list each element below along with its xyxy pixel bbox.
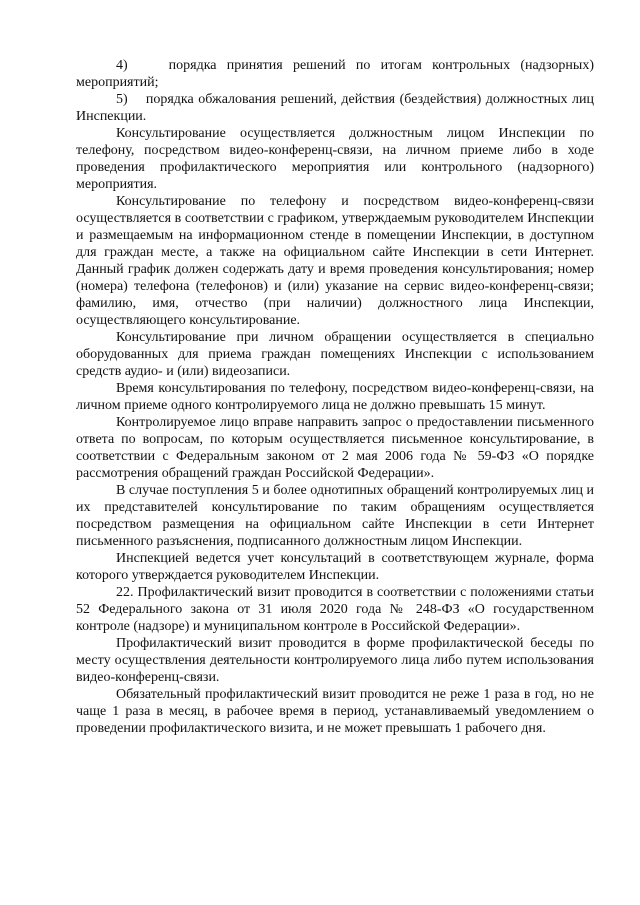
paragraph-item-5: 5) порядка обжалования решений, действия (бездействия) должностных лиц Инспекции. (76, 92, 594, 124)
paragraph-consultation-time: Время консультирования по телефону, посредством видео-конференц-связи, на личном приеме одного контролируемого лица не должно превышать 15 минут. (76, 381, 594, 413)
paragraph-personal-consultation: Консультирование при личном обращении осуществляется в специально оборудованных для приема граждан помещениях Инспекции с использованием средств аудио- и (или) видеозаписи. (76, 330, 594, 379)
paragraph-written-request: Контролируемое лицо вправе направить запрос о предоставлении письменного ответа по вопросам, по которым осуществляется письменное консультирование, в соответствии с Федеральным законом от 2 мая 2006 года № 59-ФЗ «О порядке рассмотрения обращений граждан Российской Федерации». (76, 415, 594, 481)
paragraph-consultation-journal: Инспекцией ведется учет консультаций в соответствующем журнале, форма которого утверждается руководителем Инспекции. (76, 551, 594, 583)
paragraph-consultation-methods: Консультирование осуществляется должностным лицом Инспекции по телефону, посредством видео-конференц-связи, на личном приеме либо в ходе проведения профилактического мероприятия или контрольного (надзорного) мероприятия. (76, 126, 594, 192)
paragraph-item-4: 4) порядка принятия решений по итогам контрольных (надзорных) мероприятий; (76, 58, 594, 90)
paragraph-visit-form: Профилактический визит проводится в форме профилактической беседы по месту осуществления деятельности контролируемого лица либо путем использования видео-конференц-связи. (76, 636, 594, 685)
paragraph-same-type-requests: В случае поступления 5 и более однотипных обращений контролируемых лиц и их представителей консультирование по таким обращениям осуществляется посредством размещения на официальном сайте Инспекции в сети Интернет письменного разъяснения, подписанного должностным лицом Инспекции. (76, 483, 594, 549)
paragraph-section-22: 22. Профилактический визит проводится в соответствии с положениями статьи 52 Федерального закона от 31 июля 2020 года № 248-ФЗ «О государственном контроле (надзоре) и муниципальном контроле в Российской Федерации». (76, 585, 594, 634)
paragraph-mandatory-visit: Обязательный профилактический визит проводится не реже 1 раза в год, но не чаще 1 раза в месяц, в рабочее время в период, устанавливаемый уведомлением о проведении профилактического визита, и не может превышать 1 рабочего дня. (76, 687, 594, 736)
paragraph-consultation-schedule: Консультирование по телефону и посредством видео-конференц-связи осуществляется в соответствии с графиком, утверждаемым руководителем Инспекции и размещаемым на информационном стенде в помещении Инспекции, в доступном для граждан месте, а также на официальном сайте Инспекции в сети Интернет. Данный график должен содержать дату и время проведения консультирования; номер (номера) телефона (телефонов) и (или) указание на сервис видео-конференц-связи; фамилию, имя, отчество (при наличии) должностного лица Инспекции, осуществляющего консультирование. (76, 194, 594, 328)
